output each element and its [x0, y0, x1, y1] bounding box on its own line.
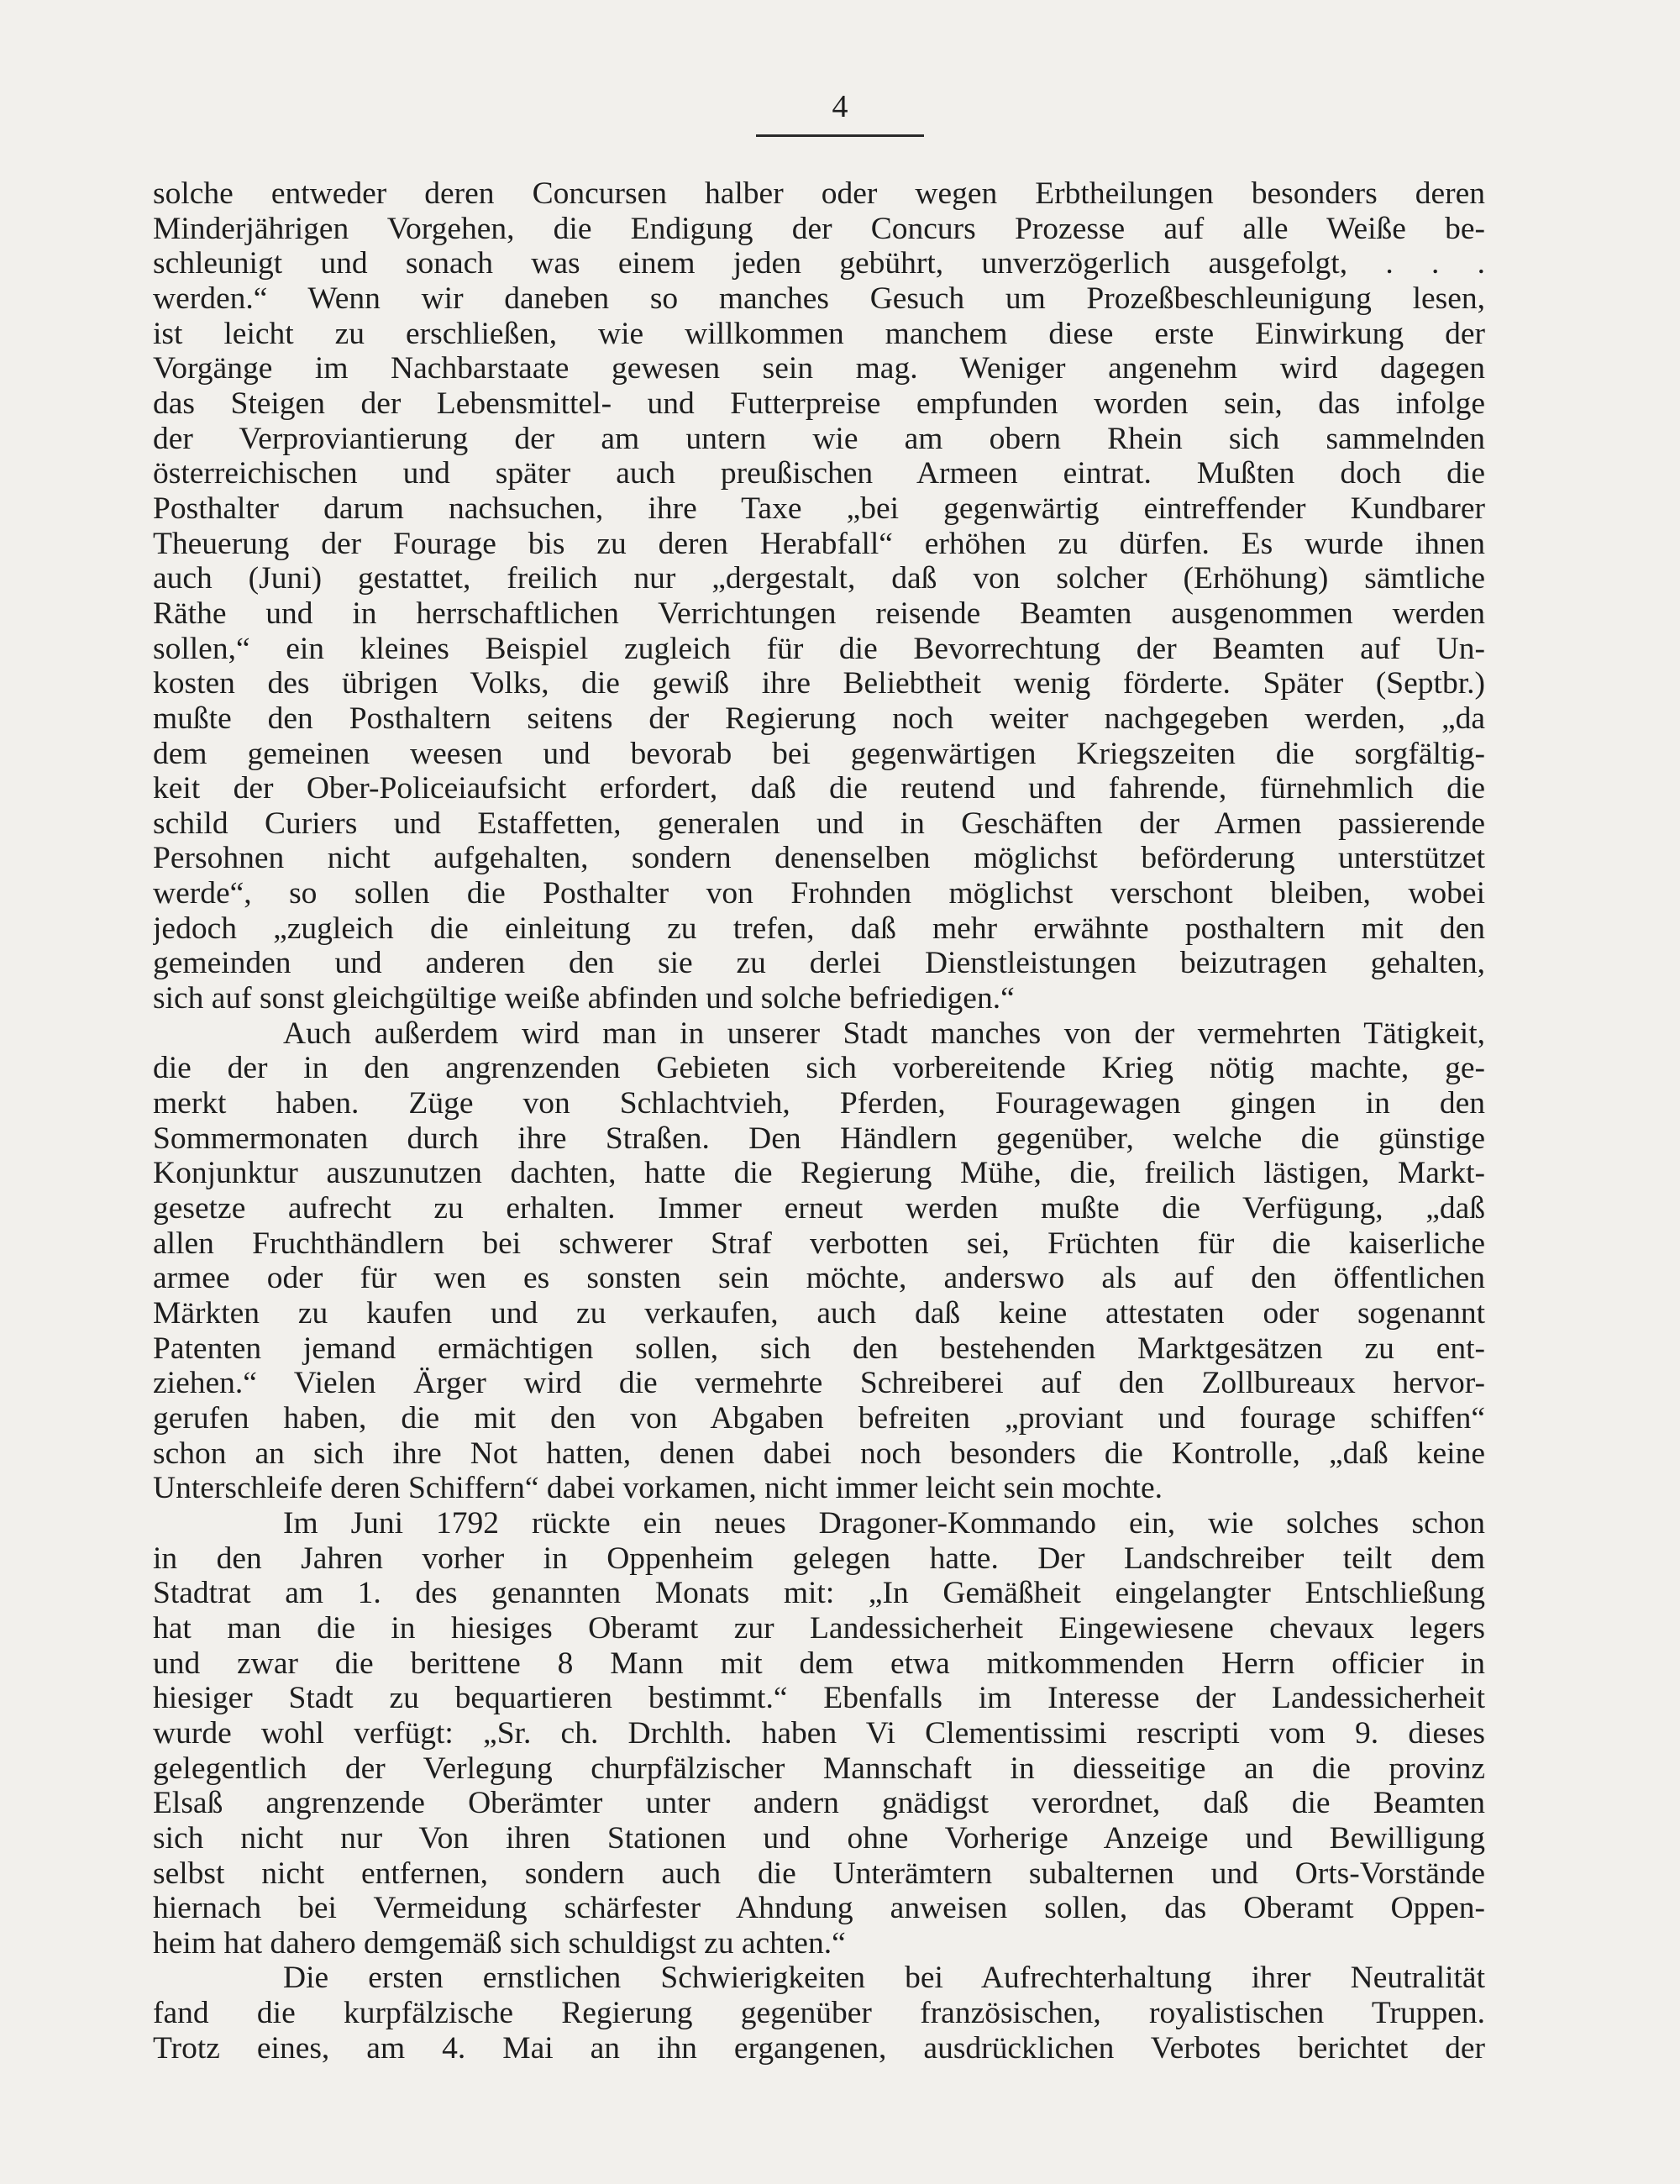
text-line: schild Curiers und Estaffetten, generalen und in Geschäften der Armen passierende — [153, 806, 1485, 841]
text-line: hat man die in hiesiges Oberamt zur Landessicherheit Eingewiesene chevaux legers — [153, 1610, 1485, 1646]
text-line: kosten des übrigen Volks, die gewiß ihre Beliebtheit wenig förderte. Später (Septbr.) — [153, 666, 1485, 701]
text-line: fand die kurpfälzische Regierung gegenüber französischen, royalistischen Truppen. — [153, 1996, 1485, 2031]
text-line: Trotz eines, am 4. Mai an ihn ergangenen, ausdrücklichen Verbotes berichtet der — [153, 2030, 1485, 2066]
text-line: auch (Juni) gestattet, freilich nur „dergestalt, daß von solcher (Erhöhung) sämtliche — [153, 561, 1485, 596]
text-line: österreichischen und später auch preußischen Armeen eintrat. Mußten doch die — [153, 456, 1485, 491]
text-line: heim hat dahero demgemäß sich schuldigst zu achten.“ — [153, 1925, 846, 1961]
text-line: Patenten jemand ermächtigen sollen, sich den bestehenden Marktgesätzen zu ent- — [153, 1331, 1485, 1366]
text-line: Konjunktur auszunutzen dachten, hatte die Regierung Mühe, die, freilich lästigen, Markt- — [153, 1156, 1485, 1191]
text-line: Auch außerdem wird man in unserer Stadt manches von der vermehrten Tätigkeit, — [283, 1016, 1485, 1051]
text-line: keit der Ober-Policeiaufsicht erfordert, daß die reutend und fahrende, fürnehmlich die — [153, 771, 1485, 806]
text-line: Stadtrat am 1. des genannten Monats mit: „In Gemäßheit eingelangter Entschließung — [153, 1576, 1485, 1611]
text-line: sich auf sonst gleichgültige weiße abfinden und solche befriedigen.“ — [153, 981, 1015, 1016]
text-line: gelegentlich der Verlegung churpfälzischer Mannschaft in diesseitige an die provinz — [153, 1751, 1485, 1786]
page-number: 4 — [832, 89, 848, 124]
text-line: Sommermonaten durch ihre Straßen. Den Händlern gegenüber, welche die günstige — [153, 1121, 1485, 1156]
text-line: jedoch „zugleich die einleitung zu trefen, daß mehr erwähnte posthaltern mit den — [153, 911, 1485, 946]
body-text — [153, 176, 1485, 2066]
text-line: sollen,“ ein kleines Beispiel zugleich für die Bevorrechtung der Beamten auf Un- — [153, 631, 1485, 666]
page-number-rule — [756, 134, 924, 137]
text-line: schleunigt und sonach was einem jeden gebührt, unverzögerlich ausgefolgt, . . . — [153, 246, 1485, 281]
text-line: Persohnen nicht aufgehalten, sondern denenselben möglichst beförderung unterstützet — [153, 841, 1485, 876]
text-line: der Verproviantierung der am untern wie am obern Rhein sich sammelnden — [153, 421, 1485, 456]
text-line: Märkten zu kaufen und zu verkaufen, auch daß keine attestaten oder sogenannt — [153, 1296, 1485, 1331]
text-line: Räthe und in herrschaftlichen Verrichtungen reisende Beamten ausgenommen werden — [153, 596, 1485, 631]
text-line: Minderjährigen Vorgehen, die Endigung der Concurs Prozesse auf alle Weiße be- — [153, 211, 1485, 246]
text-line: solche entweder deren Concursen halber oder wegen Erbtheilungen besonders deren — [153, 176, 1485, 211]
text-line: selbst nicht entfernen, sondern auch die Unterämtern subalternen und Orts-Vorstände — [153, 1856, 1485, 1891]
text-line: werde“, so sollen die Posthalter von Frohnden möglichst verschont bleiben, wobei — [153, 876, 1485, 911]
text-line: allen Fruchthändlern bei schwerer Straf verbotten sei, Früchten für die kaiserliche — [153, 1226, 1485, 1261]
text-line: werden.“ Wenn wir daneben so manches Gesuch um Prozeßbeschleunigung lesen, — [153, 281, 1485, 316]
text-line: die der in den angrenzenden Gebieten sich vorbereitende Krieg nötig machte, ge- — [153, 1051, 1485, 1086]
text-line: Theuerung der Fourage bis zu deren Herabfall“ erhöhen zu dürfen. Es wurde ihnen — [153, 526, 1485, 561]
text-line: gerufen haben, die mit den von Abgaben befreiten „proviant und fourage schiffen“ — [153, 1400, 1485, 1436]
text-line: merkt haben. Züge von Schlachtvieh, Pferden, Fouragewagen gingen in den — [153, 1086, 1485, 1121]
text-line: das Steigen der Lebensmittel- und Futterpreise empfunden worden sein, das infolge — [153, 386, 1485, 421]
text-line: armee oder für wen es sonsten sein möchte, anderswo als auf den öffentlichen — [153, 1261, 1485, 1296]
text-line: hiesiger Stadt zu bequartieren bestimmt.“ Ebenfalls im Interesse der Landessicherheit — [153, 1681, 1485, 1716]
text-line: gesetze aufrecht zu erhalten. Immer erneut werden mußte die Verfügung, „daß — [153, 1191, 1485, 1226]
text-line: ziehen.“ Vielen Ärger wird die vermehrte Schreiberei auf den Zollbureaux hervor- — [153, 1366, 1485, 1401]
text-line: schon an sich ihre Not hatten, denen dabei noch besonders die Kontrolle, „daß keine — [153, 1436, 1485, 1471]
text-line: wurde wohl verfügt: „Sr. ch. Drchlth. haben Vi Clementissimi rescripti vom 9. dieses — [153, 1715, 1485, 1751]
text-line: ist leicht zu erschließen, wie willkommen manchem diese erste Einwirkung der — [153, 316, 1485, 351]
text-line: gemeinden und anderen den sie zu derlei Dienstleistungen beizutragen gehalten, — [153, 946, 1485, 981]
text-line: Die ersten ernstlichen Schwierigkeiten bei Aufrechterhaltung ihrer Neutralität — [283, 1961, 1485, 1996]
text-line: dem gemeinen weesen und bevorab bei gegenwärtigen Kriegszeiten die sorgfältig- — [153, 736, 1485, 771]
text-line: Posthalter darum nachsuchen, ihre Taxe „bei gegenwärtig eintreffender Kundbarer — [153, 491, 1485, 526]
text-line: sich nicht nur Von ihren Stationen und ohne Vorherige Anzeige und Bewilligung — [153, 1820, 1485, 1856]
text-line: und zwar die berittene 8 Mann mit dem etwa mitkommenden Herrn officier in — [153, 1646, 1485, 1681]
text-line: mußte den Posthaltern seitens der Regierung noch weiter nachgegeben werden, „da — [153, 701, 1485, 736]
text-line: in den Jahren vorher in Oppenheim gelegen hatte. Der Landschreiber teilt dem — [153, 1541, 1485, 1576]
text-line: Unterschleife deren Schiffern“ dabei vorkamen, nicht immer leicht sein mochte. — [153, 1471, 1163, 1506]
text-line: Vorgänge im Nachbarstaate gewesen sein mag. Weniger angenehm wird dagegen — [153, 351, 1485, 386]
text-line: Elsaß angrenzende Oberämter unter andern gnädigst verordnet, daß die Beamten — [153, 1786, 1485, 1821]
text-line: hiernach bei Vermeidung schärfester Ahndung anweisen sollen, das Oberamt Oppen- — [153, 1891, 1485, 1926]
text-line: Im Juni 1792 rückte ein neues Dragoner-Kommando ein, wie solches schon — [283, 1505, 1485, 1541]
